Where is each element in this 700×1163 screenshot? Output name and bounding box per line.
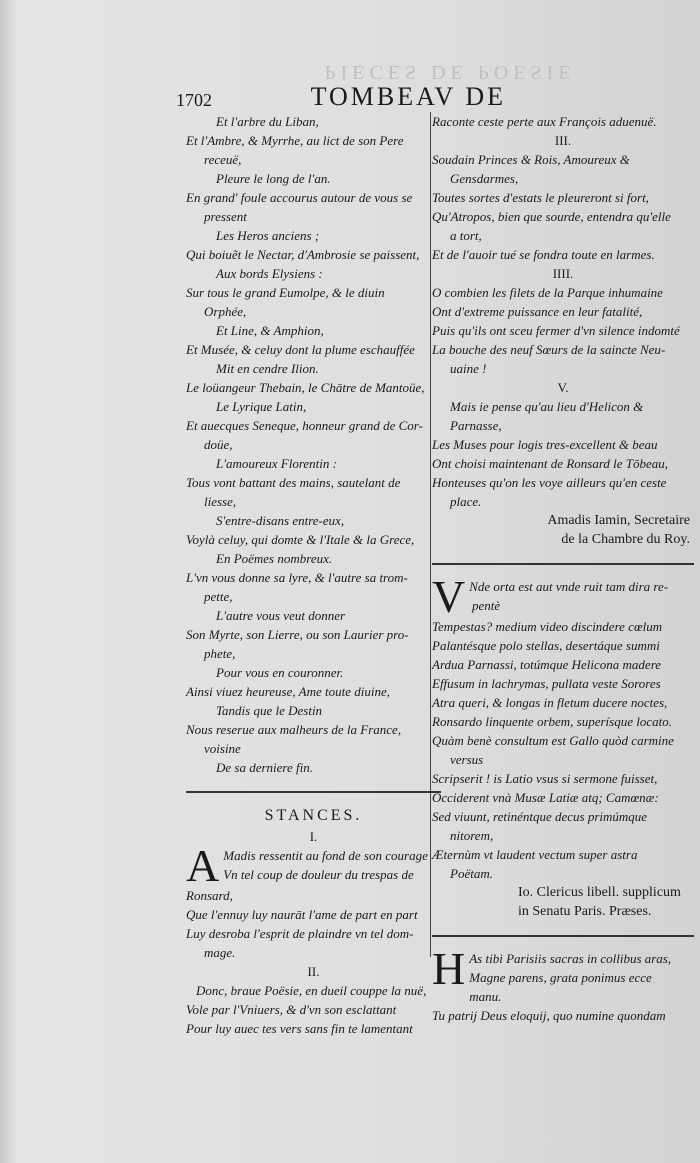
verse-line: Honteuses qu'on les voye ailleurs qu'en ceste (432, 475, 667, 490)
verse-line: Son Myrte, son Lierre, ou son Laurier pro- (186, 627, 409, 642)
verse-line: O combien les filets de la Parque inhumaine (432, 285, 663, 300)
verse-line: Que l'ennuy luy naurāt l'ame de part en part (186, 907, 418, 922)
stance-numeral: III. (554, 133, 572, 148)
verse-line: Ardua Parnassi, totúmque Helicona madere (432, 657, 662, 672)
stance-1 (186, 840, 441, 962)
verse-line: receuë, (204, 152, 242, 167)
verse-line: Le Lyrique Latin, (216, 399, 307, 414)
verse-line: Raconte ceste perte aux François aduenuë. (432, 114, 657, 129)
verse-line: Luy desroba l'esprit de plaindre vn tel dom- (186, 926, 414, 941)
verse-line: Le loüangeur Thebain, le Chātre de Mantoüe, (186, 380, 425, 395)
verse-line: S'entre-disans entre-eux, (216, 513, 345, 528)
verse-line: Poëtam. (450, 866, 493, 881)
verse-line: Qui boiuẽt le Nectar, d'Ambrosie se paissent, (186, 247, 420, 262)
verse-line: Et de l'auoir tué se fondra toute en larmes. (432, 247, 655, 262)
verse-line: Palantésque polo stellas, desertáque summi (432, 638, 660, 653)
verse-line: liesse, (204, 494, 237, 509)
verse-line: Tu patrij Deus eloquij, quo numine quondam (432, 1008, 666, 1023)
verse-line: Pour luy auec tes vers sans fin te lamentant (186, 1021, 413, 1036)
verse-line: Tous vont battant des mains, sautelant de (186, 475, 401, 490)
section-rule (186, 791, 441, 793)
verse-line: As tibi Parisiis sacras in collibus aras, (469, 951, 672, 966)
verse-line: En grand' foule accourus autour de vous se (186, 190, 413, 205)
author-signature (432, 883, 694, 921)
stance-2 (186, 981, 441, 1038)
drop-cap: H (432, 943, 466, 994)
verse-line: pressent (204, 209, 247, 224)
verse-line: Ronsardo linquente orbem, superísque locato. (432, 714, 672, 729)
verse-line: Scripserit ! is Latio vsus si sermone fuisset, (432, 771, 658, 786)
verse-line: Madis ressentit au fond de son courage (223, 848, 428, 863)
verse-line: Ont choisi maintenant de Ronsard le Tōbeau, (432, 456, 669, 471)
section-rule (432, 935, 694, 937)
verse-line: versus (450, 752, 484, 767)
verse-line: En Poëmes nombreux. (216, 551, 333, 566)
verse-line: Mais ie pense qu'au lieu d'Helicon & (450, 399, 644, 414)
verse-line: Puis qu'ils ont sceu fermer d'vn silence indomté (432, 323, 680, 338)
poem-continuation (186, 112, 441, 777)
stance-numeral: I. (309, 829, 318, 844)
verse-line: Soudain Princes & Rois, Amoureux & (432, 152, 630, 167)
verse-line: Parnasse, (450, 418, 502, 433)
verse-line: Mit en cendre Ilion. (216, 361, 319, 376)
verse-line: Quàm benè consultum est Gallo quòd carmine (432, 733, 674, 748)
stance-4 (432, 283, 694, 378)
verse-line: Nde orta est aut vnde ruit tam dira re- (469, 579, 669, 594)
verse-line: Atra queri, & longas in fletum ducere noctes, (432, 695, 668, 710)
verse-line: L'vn vous donne sa lyre, & l'autre sa trom- (186, 570, 408, 585)
right-column (432, 112, 694, 1025)
stance-5 (432, 397, 694, 511)
drop-cap: A (186, 840, 220, 891)
stance-3 (432, 150, 694, 264)
verse-line: Tempestas? medium video discindere cœlum (432, 619, 663, 634)
latin-poem (432, 571, 694, 883)
verse-line: pette, (204, 589, 233, 604)
author-signature (432, 511, 694, 549)
verse-line: pentè (472, 598, 501, 613)
verse-line: voisine (204, 741, 241, 756)
verse-line: manu. (469, 989, 502, 1004)
verse-line: Orphée, (204, 304, 247, 319)
verse-line: Occiderent vnà Musæ Latiæ atq; Camœnæ: (432, 790, 659, 805)
drop-cap: V (432, 571, 466, 622)
verse-line: Æternùm vt laudent vectum super astra (432, 847, 638, 862)
bleed-through-text: PIECES DE POESIE (324, 61, 576, 83)
stance-numeral: II. (307, 964, 320, 979)
verse-line: Gensdarmes, (450, 171, 519, 186)
verse-line: place. (450, 494, 482, 509)
verse-line: Et auecques Seneque, honneur grand de Cor- (186, 418, 423, 433)
verse-line: La bouche des neuf Sœurs de la saincte Neu- (432, 342, 666, 357)
verse-line: Ronsard, (186, 888, 233, 903)
section-rule (432, 563, 694, 565)
verse-line: Tandis que le Destin (216, 703, 323, 718)
verse-line: Et l'Ambre, & Myrrhe, au lict de son Pere (186, 133, 404, 148)
verse-line: Pleure le long de l'an. (216, 171, 331, 186)
final-poem (432, 943, 694, 1025)
verse-line: phete, (204, 646, 236, 661)
verse-line: L'amoureux Florentin : (216, 456, 337, 471)
left-column (186, 112, 441, 1038)
verse-line: Et Line, & Amphion, (216, 323, 324, 338)
verse-line: Vole par l'Vniuers, & d'vn son esclattant (186, 1002, 397, 1017)
verse-line: De sa derniere fin. (216, 760, 313, 775)
verse-line: Toutes sortes d'estats le pleureront si fort, (432, 190, 649, 205)
verse-line: a tort, (450, 228, 482, 243)
verse-line: Magne parens, grata ponimus ecce (469, 970, 652, 985)
verse-line: Et Musée, & celuy dont la plume eschauffée (186, 342, 415, 357)
verse-line: Effusum in lachrymas, pullata veste Sorores (432, 676, 661, 691)
signature-line: Io. Clericus libell. supplicum (518, 885, 681, 900)
stance-numeral: IIII. (552, 266, 574, 281)
signature-line: Amadis Iamin, Secretaire (547, 513, 690, 528)
verse-line: Qu'Atropos, bien que sourde, entendra qu'elle (432, 209, 671, 224)
stances-title: STANCES. (264, 807, 363, 824)
verse-line: uaine ! (450, 361, 487, 376)
verse-line: Voylà celuy, qui domte & l'Itale & la Grece, (186, 532, 415, 547)
verse-line: Pour vous en couronner. (216, 665, 344, 680)
verse-line: Sur tous le grand Eumolpe, & le diuin (186, 285, 385, 300)
signature-line: in Senatu Paris. Præses. (518, 904, 652, 919)
verse-line: Sed viuunt, retinéntque decus primúmque (432, 809, 648, 824)
stance-numeral: V. (557, 380, 569, 395)
verse-line: Nous reserue aux malheurs de la France, (186, 722, 402, 737)
verse-line: doüe, (204, 437, 233, 452)
verse-line: Les Muses pour logis tres-excellent & beau (432, 437, 658, 452)
verse-line: Et l'arbre du Liban, (216, 114, 319, 129)
running-title: TOMBEAV DE (310, 82, 506, 111)
verse-line: L'autre vous veut donner (216, 608, 346, 623)
verse-line: Aux bords Elysiens : (216, 266, 323, 281)
verse-line: Ainsi viuez heureuse, Ame toute diuine, (186, 684, 390, 699)
signature-line: de la Chambre du Roy. (561, 532, 690, 547)
verse-line: Vn tel coup de douleur du trespas de (223, 867, 414, 882)
verse-line: Donc, braue Poësie, en dueil couppe la nuë, (196, 983, 427, 998)
page-header (176, 80, 506, 110)
page-number: 1702 (176, 90, 212, 110)
verse-line: Ont d'extreme puissance en leur fatalité, (432, 304, 643, 319)
verse-line: nitorem, (450, 828, 494, 843)
verse-line: Les Heros anciens ; (216, 228, 320, 243)
verse-line: mage. (204, 945, 236, 960)
